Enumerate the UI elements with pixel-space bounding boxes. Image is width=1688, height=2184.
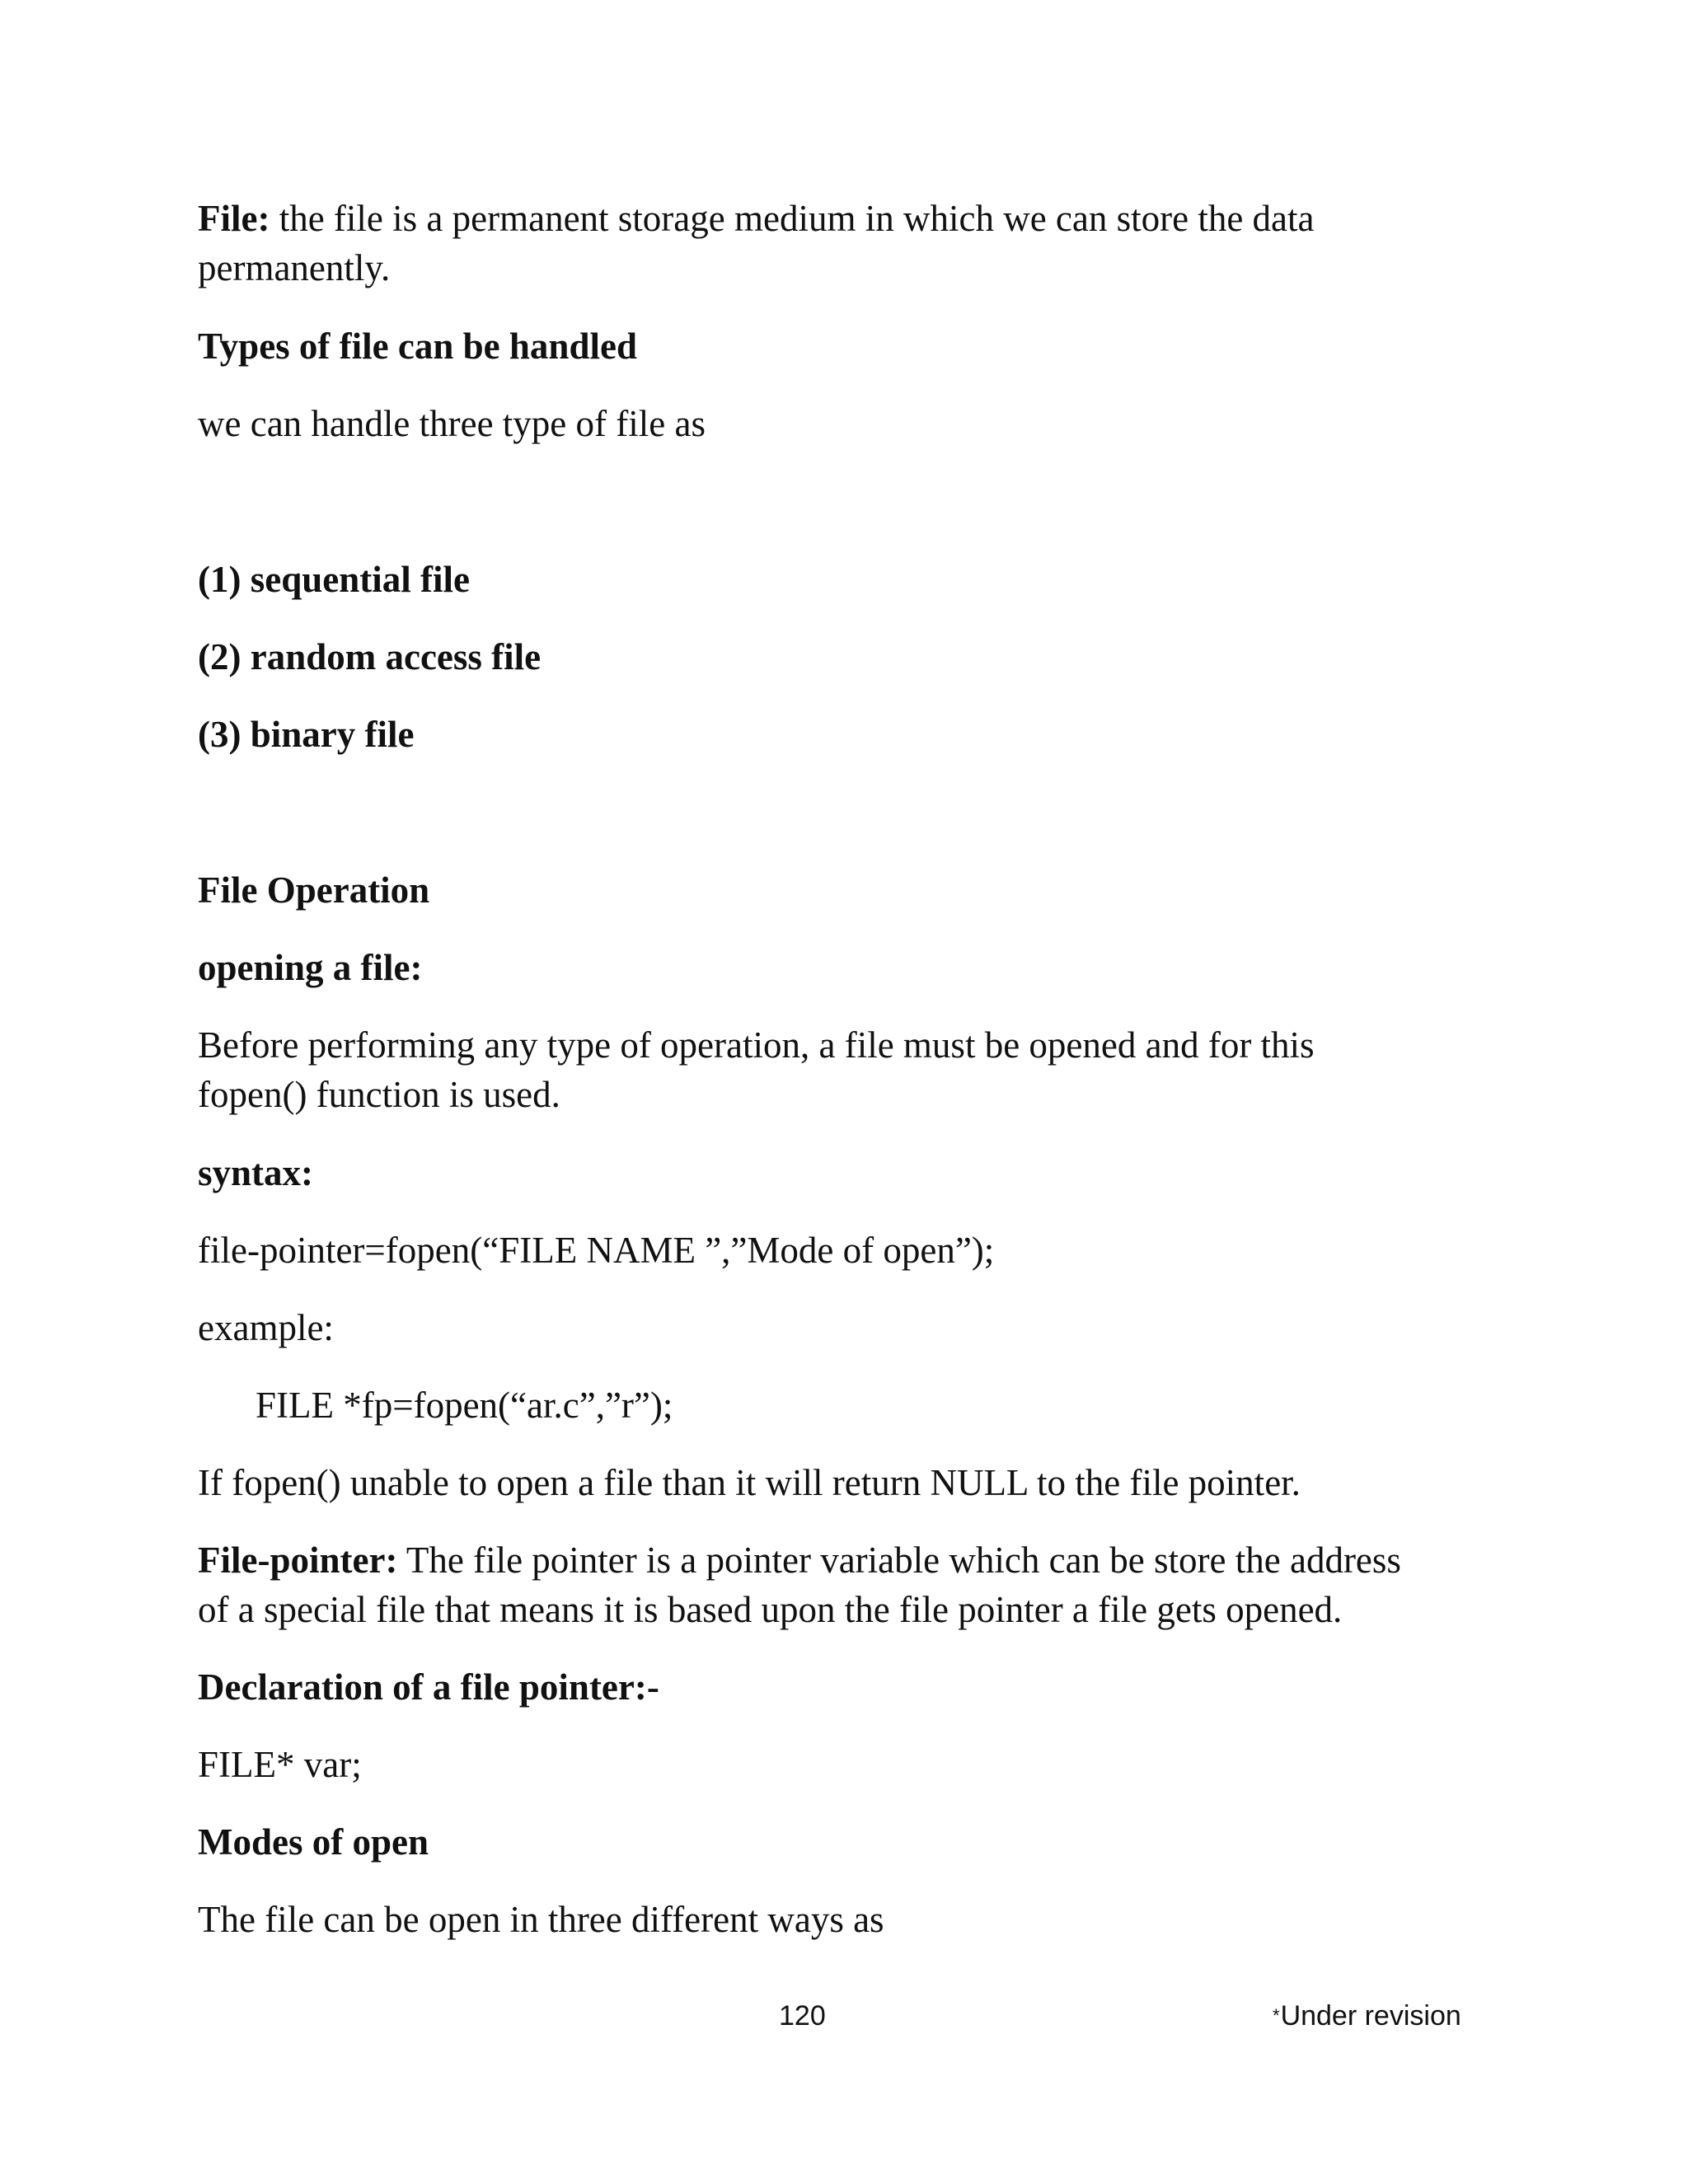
fopen-null-text: If fopen() unable to open a file than it will return NULL to the file pointer. bbox=[198, 1462, 1301, 1503]
file-type-item: (1) sequential file bbox=[198, 559, 470, 600]
file-definition-line-2: permanently. bbox=[198, 247, 391, 288]
modes-heading: Modes of open bbox=[198, 1821, 429, 1863]
file-pointer-definition-text: The file pointer is a pointer variable which can be store the address bbox=[397, 1540, 1401, 1581]
revision-note bbox=[1273, 1999, 1461, 2032]
modes-text: The file can be open in three different ways as bbox=[198, 1899, 884, 1940]
opening-text-line-1: Before performing any type of operation, a file must be opened and for this bbox=[198, 1024, 1315, 1066]
syntax-code: file-pointer=fopen(“FILE NAME ”,”Mode of open”); bbox=[198, 1230, 995, 1271]
file-definition-line-1 bbox=[198, 193, 1315, 244]
file-type-item: (2) random access file bbox=[198, 636, 542, 677]
page-number: 120 bbox=[779, 2000, 826, 2032]
syntax-heading: syntax: bbox=[198, 1152, 314, 1193]
file-term: File: bbox=[198, 198, 270, 239]
file-pointer-term: File-pointer: bbox=[198, 1540, 398, 1581]
file-operation-heading: File Operation bbox=[198, 869, 430, 911]
file-pointer-definition-line-1 bbox=[198, 1535, 1401, 1586]
file-pointer-definition-line-2: of a special file that means it is based upon the file pointer a file gets opened. bbox=[198, 1589, 1343, 1630]
file-definition-text: the file is a permanent storage medium in which we can store the data bbox=[270, 198, 1315, 239]
opening-heading: opening a file: bbox=[198, 947, 423, 988]
declaration-heading: Declaration of a file pointer:- bbox=[198, 1666, 659, 1708]
opening-text-line-2: fopen() function is used. bbox=[198, 1074, 560, 1115]
revision-star: * bbox=[1273, 2005, 1280, 2026]
example-code: FILE *fp=fopen(“ar.c”,”r”); bbox=[256, 1385, 673, 1426]
file-type-item: (3) binary file bbox=[198, 714, 415, 755]
revision-text: Under revision bbox=[1280, 2000, 1461, 2032]
example-label: example: bbox=[198, 1307, 334, 1348]
declaration-code: FILE* var; bbox=[198, 1744, 362, 1785]
types-heading: Types of file can be handled bbox=[198, 326, 637, 367]
types-intro: we can handle three type of file as bbox=[198, 403, 706, 444]
